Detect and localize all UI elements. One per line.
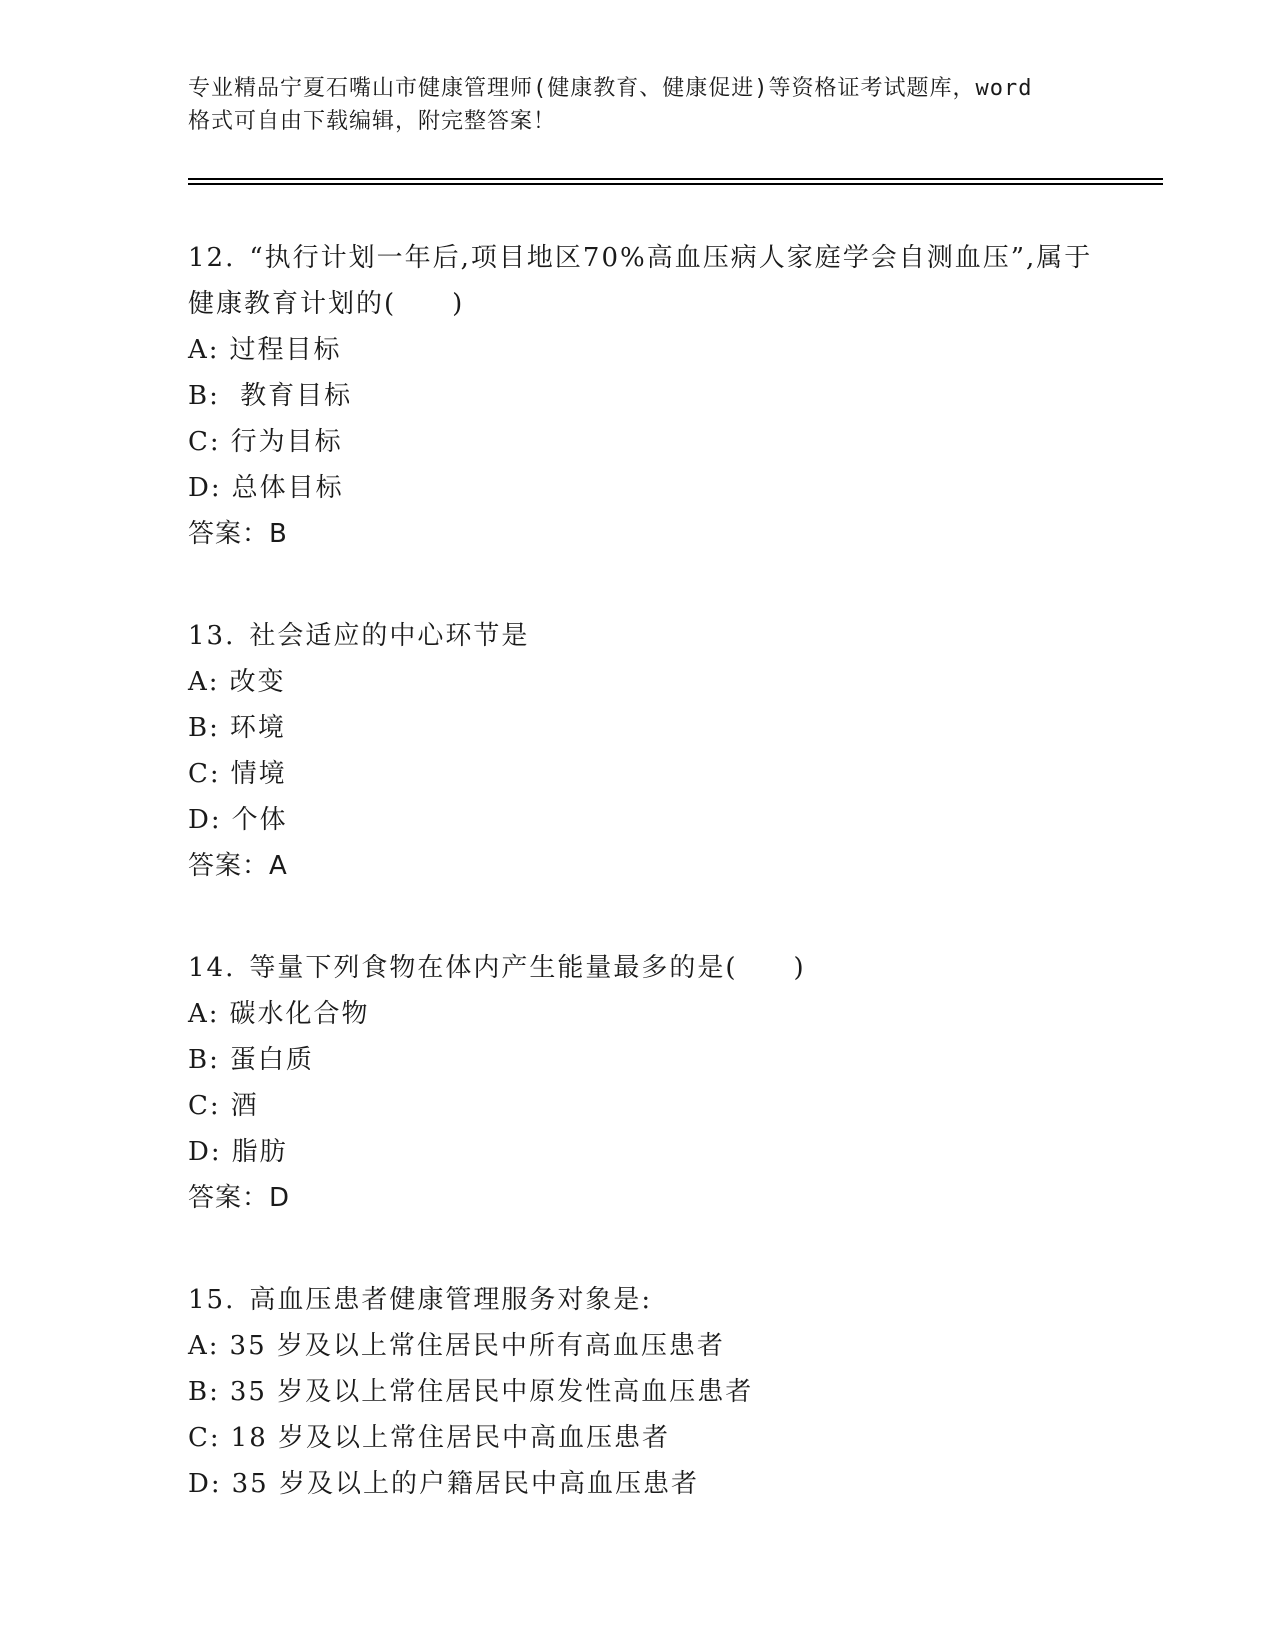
document-header bbox=[188, 72, 1088, 138]
option-text: 酒 bbox=[230, 1091, 259, 1121]
option-a bbox=[188, 659, 1108, 705]
option-text: 35 岁及以上常住居民中原发性高血压患者 bbox=[229, 1377, 754, 1407]
option-label: B: bbox=[188, 713, 220, 743]
option-text: 脂肪 bbox=[231, 1137, 288, 1167]
option-text: 18 岁及以上常住居民中高血压患者 bbox=[230, 1423, 671, 1453]
question-15 bbox=[188, 1277, 1108, 1507]
option-text: 35 岁及以上的户籍居民中高血压患者 bbox=[231, 1469, 699, 1499]
option-text: 行为目标 bbox=[230, 427, 343, 457]
question-stem bbox=[188, 1277, 1108, 1323]
header-divider-top bbox=[188, 178, 1163, 180]
header-divider-bottom bbox=[188, 183, 1163, 185]
question-text: 高血压患者健康管理服务对象是: bbox=[249, 1285, 653, 1315]
option-text: 总体目标 bbox=[231, 473, 344, 503]
option-text: 情境 bbox=[230, 759, 287, 789]
option-label: C: bbox=[188, 427, 221, 457]
answer-line bbox=[188, 511, 1108, 557]
option-label: D: bbox=[188, 1469, 222, 1499]
question-number: 14. bbox=[188, 953, 236, 983]
option-label: A: bbox=[188, 667, 220, 697]
option-a bbox=[188, 1323, 1108, 1369]
question-stem bbox=[188, 945, 1108, 991]
option-label: A: bbox=[188, 1331, 220, 1361]
answer-line bbox=[188, 843, 1108, 889]
option-label: C: bbox=[188, 759, 221, 789]
header-line-2: 格式可自由下载编辑，附完整答案！ bbox=[188, 109, 557, 134]
question-text: 等量下列食物在体内产生能量最多的是( ) bbox=[249, 953, 806, 983]
answer-line bbox=[188, 1175, 1108, 1221]
option-text: 蛋白质 bbox=[229, 1045, 314, 1075]
option-text: 改变 bbox=[229, 667, 286, 697]
option-c bbox=[188, 1415, 1108, 1461]
option-label: B: bbox=[188, 381, 220, 411]
option-label: D: bbox=[188, 1137, 222, 1167]
question-number: 13. bbox=[188, 621, 236, 651]
question-stem bbox=[188, 235, 1108, 327]
option-label: B: bbox=[188, 1377, 220, 1407]
question-stem bbox=[188, 613, 1108, 659]
answer-label: 答案： bbox=[188, 851, 270, 881]
option-label: B: bbox=[188, 1045, 220, 1075]
option-label: A: bbox=[188, 335, 220, 365]
option-a bbox=[188, 327, 1108, 373]
option-text: 过程目标 bbox=[229, 335, 342, 365]
option-label: D: bbox=[188, 473, 222, 503]
header-line-1: 专业精品宁夏石嘴山市健康管理师(健康教育、健康促进)等资格证考试题库，word bbox=[188, 76, 1033, 101]
question-text: “执行计划一年后,项目地区70%高血压病人家庭学会自测血压”,属于健康教育计划的( ) bbox=[188, 243, 1093, 319]
question-14 bbox=[188, 945, 1108, 1221]
option-text: 个体 bbox=[231, 805, 288, 835]
answer-label: 答案： bbox=[188, 519, 270, 549]
answer-label: 答案： bbox=[188, 1183, 270, 1213]
option-d bbox=[188, 1461, 1108, 1507]
question-text: 社会适应的中心环节是 bbox=[249, 621, 530, 651]
question-number: 12. bbox=[188, 243, 236, 273]
option-d bbox=[188, 465, 1108, 511]
question-number: 15. bbox=[188, 1285, 236, 1315]
option-b bbox=[188, 373, 1108, 419]
option-c bbox=[188, 1083, 1108, 1129]
option-label: D: bbox=[188, 805, 222, 835]
option-d bbox=[188, 797, 1108, 843]
answer-value: A bbox=[269, 851, 288, 881]
option-b bbox=[188, 705, 1108, 751]
option-b bbox=[188, 1369, 1108, 1415]
option-label: C: bbox=[188, 1423, 221, 1453]
answer-value: D bbox=[269, 1183, 291, 1213]
option-c bbox=[188, 751, 1108, 797]
answer-value: B bbox=[269, 519, 288, 549]
option-c bbox=[188, 419, 1108, 465]
option-text: 35 岁及以上常住居民中所有高血压患者 bbox=[229, 1331, 725, 1361]
option-a bbox=[188, 991, 1108, 1037]
question-list bbox=[188, 235, 1108, 1563]
question-13 bbox=[188, 613, 1108, 889]
option-b bbox=[188, 1037, 1108, 1083]
question-12 bbox=[188, 235, 1108, 557]
option-label: A: bbox=[188, 999, 220, 1029]
option-d bbox=[188, 1129, 1108, 1175]
option-text: 教育目标 bbox=[229, 381, 353, 411]
option-label: C: bbox=[188, 1091, 221, 1121]
option-text: 环境 bbox=[229, 713, 286, 743]
option-text: 碳水化合物 bbox=[229, 999, 370, 1029]
